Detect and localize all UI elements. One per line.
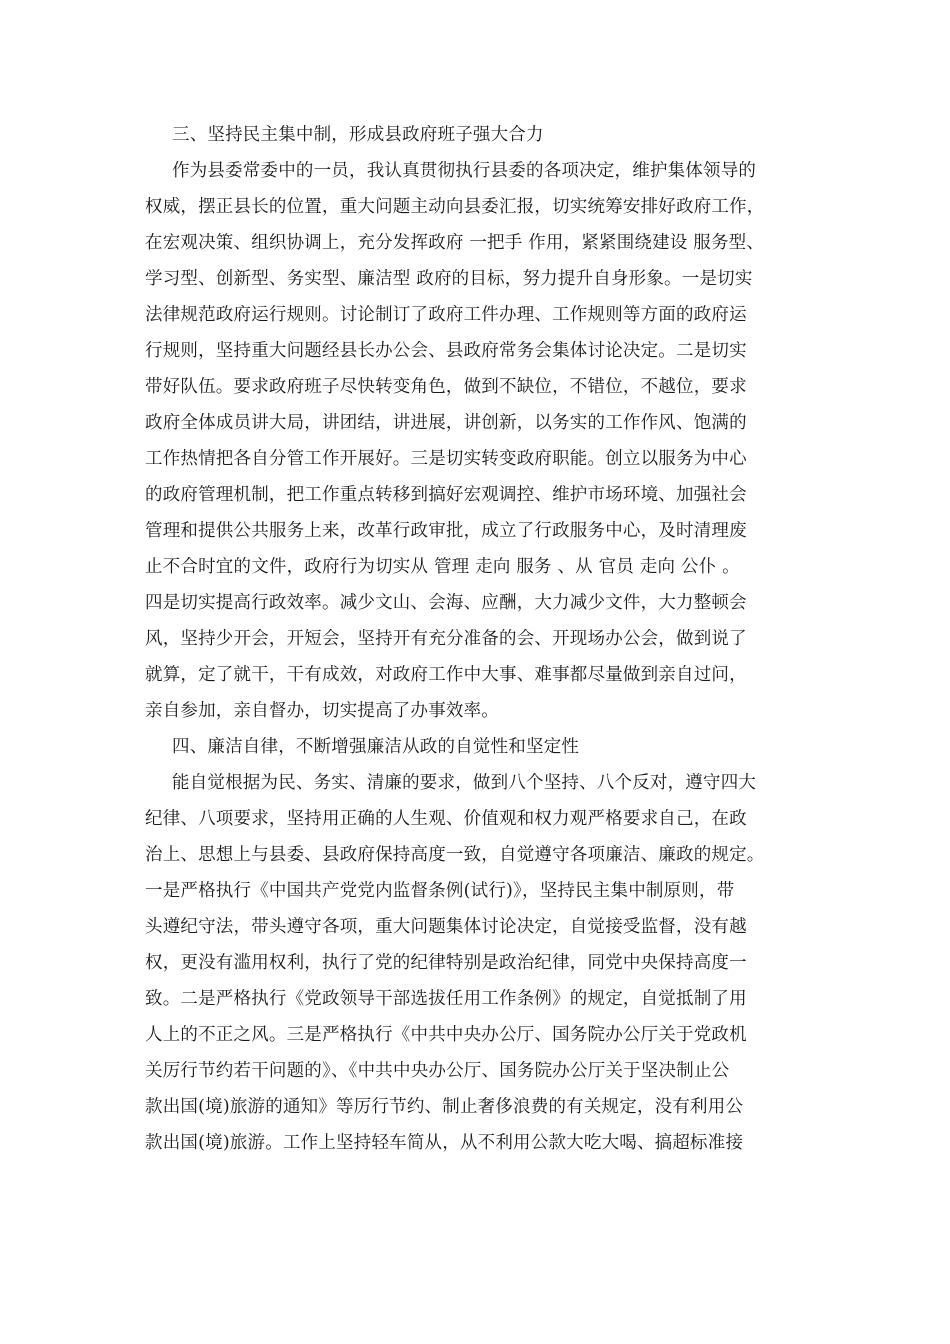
text-line: 关厉行节约若干问题的》、《中共中央办公厅、国务院办公厅关于坚决制止公: [145, 1061, 730, 1081]
text-line: 四是切实提高行政效率。减少文山、会海、应酬，大力减少文件，大力整顿会: [145, 593, 747, 613]
text-line: 人上的不正之风。三是严格执行《中共中央办公厅、国务院办公厅关于党政机: [145, 1025, 747, 1045]
text-line: 管理和提供公共服务上来，改革行政审批，成立了行政服务中心，及时清理废: [145, 521, 747, 541]
text-line: 权威，摆正县长的位置，重大问题主动向县委汇报，切实统筹安排好政府工作，: [145, 197, 765, 217]
text-line: 一是严格执行《中国共产党党内监督条例(试行)》，坚持民主集中制原则，带: [145, 881, 735, 901]
text-line: 亲自参加，亲自督办，切实提高了办事效率。: [145, 701, 499, 721]
text-line: 学习型、创新型、务实型、廉洁型 政府的目标，努力提升自身形象。一是切实: [145, 269, 753, 289]
text-line: 纪律、八项要求，坚持用正确的人生观、价值观和权力观严格要求自己，在政: [145, 809, 747, 829]
text-line: 权，更没有滥用权利，执行了党的纪律特别是政治纪律，同党中央保持高度一: [145, 953, 747, 973]
text-line: 的政府管理机制，把工作重点转移到搞好宏观调控、维护市场环境、加强社会: [145, 485, 747, 505]
text-line: 止不合时宜的文件，政府行为切实从 管理 走向 服务 、从 官员 走向 公仆 。: [145, 557, 740, 577]
text-line: 带好队伍。要求政府班子尽快转变角色，做到不缺位，不错位，不越位，要求: [145, 377, 747, 397]
text-line: 治上、思想上与县委、县政府保持高度一致，自觉遵守各项廉洁、廉政的规定。: [145, 845, 765, 865]
text-line: 法律规范政府运行规则。讨论制订了政府工件办理、工作规则等方面的政府运: [145, 305, 747, 325]
text-line: 作为县委常委中的一员，我认真贯彻执行县委的各项决定，维护集体领导的: [172, 161, 757, 181]
text-line: 在宏观决策、组织协调上，充分发挥政府 一把手 作用，紧紧围绕建设 服务型、: [145, 233, 765, 253]
text-line: 致。二是严格执行《党政领导干部选拔任用工作条例》的规定，自觉抵制了用: [145, 989, 747, 1009]
text-line: 工作热情把各自分管工作开展好。三是切实转变政府职能。创立以服务为中心: [145, 449, 747, 469]
text-line: 头遵纪守法，带头遵守各项，重大问题集体讨论决定，自觉接受监督，没有越: [145, 917, 747, 937]
text-line: 行规则，坚持重大问题经县长办公会、县政府常务会集体讨论决定。二是切实: [145, 341, 747, 361]
heading-section-four: 四、廉洁自律，不断增强廉洁从政的自觉性和坚定性: [172, 737, 580, 757]
heading-section-three: 三、坚持民主集中制，形成县政府班子强大合力: [172, 125, 544, 145]
text-line: 款出国(境)旅游。工作上坚持轻车简从，从不利用公款大吃大喝、搞超标准接: [145, 1133, 744, 1153]
text-line: 能自觉根据为民、务实、清廉的要求，做到八个坚持、八个反对，遵守四大: [172, 773, 757, 793]
text-line: 款出国(境)旅游的通知》等厉行节约、制止奢侈浪费的有关规定，没有利用公: [145, 1097, 744, 1117]
text-line: 政府全体成员讲大局，讲团结，讲进展，讲创新，以务实的工作作风、饱满的: [145, 413, 747, 433]
text-line: 风，坚持少开会，开短会，坚持开有充分准备的会、开现场办公会，做到说了: [145, 629, 747, 649]
text-line: 就算，定了就干，干有成效，对政府工作中大事、难事都尽量做到亲自过问，: [145, 665, 747, 685]
